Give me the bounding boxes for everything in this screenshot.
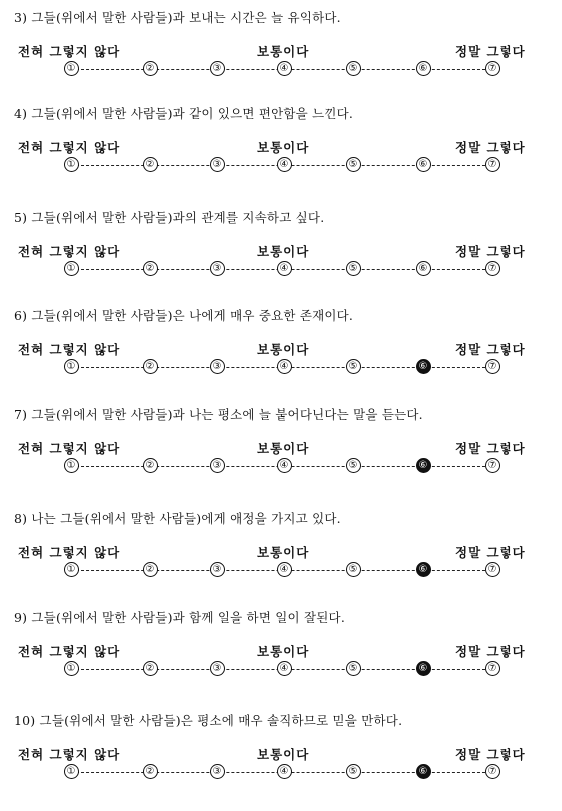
scale-option-3[interactable]: ③: [210, 764, 225, 779]
scale-option-2[interactable]: ②: [143, 562, 158, 577]
question-item-8: [0, 711, 562, 811]
likert-scale: [63, 155, 503, 175]
scale-option-1[interactable]: ①: [64, 764, 79, 779]
question-text: 4) 그들(위에서 말한 사람들)과 같이 있으면 편안함을 느낀다.: [14, 106, 354, 121]
scale-option-7[interactable]: ⑦: [485, 764, 500, 779]
scale-option-3[interactable]: ③: [210, 157, 225, 172]
question-item-1: [0, 8, 562, 108]
scale-label-high: 정말 그렇다: [455, 140, 526, 155]
question-text: 3) 그들(위에서 말한 사람들)과 보내는 시간은 늘 유익하다.: [14, 10, 341, 25]
scale-label-mid: 보통이다: [257, 545, 310, 560]
scale-label-low: 전혀 그렇지 않다: [18, 644, 121, 659]
scale-option-1[interactable]: ①: [64, 157, 79, 172]
scale-option-4[interactable]: ④: [277, 359, 292, 374]
scale-option-3[interactable]: ③: [210, 61, 225, 76]
scale-option-2[interactable]: ②: [143, 661, 158, 676]
scale-option-7[interactable]: ⑦: [485, 458, 500, 473]
scale-option-4[interactable]: ④: [277, 61, 292, 76]
scale-option-2[interactable]: ②: [143, 458, 158, 473]
scale-option-3[interactable]: ③: [210, 458, 225, 473]
scale-option-5[interactable]: ⑤: [346, 157, 361, 172]
scale-label-high: 정말 그렇다: [455, 545, 526, 560]
scale-label-low: 전혀 그렇지 않다: [18, 747, 121, 762]
scale-label-low: 전혀 그렇지 않다: [18, 140, 121, 155]
scale-option-7[interactable]: ⑦: [485, 562, 500, 577]
scale-label-mid: 보통이다: [257, 747, 310, 762]
scale-label-mid: 보통이다: [257, 441, 310, 456]
scale-label-high: 정말 그렇다: [455, 747, 526, 762]
scale-option-7[interactable]: ⑦: [485, 157, 500, 172]
scale-option-5[interactable]: ⑤: [346, 661, 361, 676]
question-item-7: [0, 608, 562, 708]
scale-option-4[interactable]: ④: [277, 458, 292, 473]
scale-option-2[interactable]: ②: [143, 261, 158, 276]
scale-option-7[interactable]: ⑦: [485, 359, 500, 374]
scale-option-1[interactable]: ①: [64, 661, 79, 676]
scale-option-3[interactable]: ③: [210, 359, 225, 374]
scale-option-1[interactable]: ①: [64, 458, 79, 473]
scale-option-7[interactable]: ⑦: [485, 261, 500, 276]
scale-option-4[interactable]: ④: [277, 261, 292, 276]
likert-scale: [63, 259, 503, 279]
question-item-2: [0, 104, 562, 204]
scale-label-high: 정말 그렇다: [455, 441, 526, 456]
question-text: 6) 그들(위에서 말한 사람들)은 나에게 매우 중요한 존재이다.: [14, 308, 354, 323]
question-text: 9) 그들(위에서 말한 사람들)과 함께 일을 하면 일이 잘된다.: [14, 610, 345, 625]
scale-label-high: 정말 그렇다: [455, 244, 526, 259]
scale-label-high: 정말 그렇다: [455, 342, 526, 357]
scale-label-high: 정말 그렇다: [455, 644, 526, 659]
scale-option-6[interactable]: ⑥: [416, 157, 431, 172]
likert-scale: [63, 659, 503, 679]
question-item-5: [0, 405, 562, 505]
scale-label-mid: 보통이다: [257, 644, 310, 659]
scale-label-low: 전혀 그렇지 않다: [18, 342, 121, 357]
scale-option-1[interactable]: ①: [64, 261, 79, 276]
scale-option-5[interactable]: ⑤: [346, 764, 361, 779]
scale-option-6[interactable]: ⑥: [416, 661, 431, 676]
scale-label-high: 정말 그렇다: [455, 44, 526, 59]
question-item-4: [0, 306, 562, 406]
scale-option-3[interactable]: ③: [210, 261, 225, 276]
scale-option-5[interactable]: ⑤: [346, 458, 361, 473]
scale-label-low: 전혀 그렇지 않다: [18, 44, 121, 59]
scale-option-7[interactable]: ⑦: [485, 661, 500, 676]
likert-scale: [63, 357, 503, 377]
question-text: 8) 나는 그들(위에서 말한 사람들)에게 애정을 가지고 있다.: [14, 511, 341, 526]
scale-option-5[interactable]: ⑤: [346, 359, 361, 374]
scale-option-6[interactable]: ⑥: [416, 764, 431, 779]
scale-option-6[interactable]: ⑥: [416, 261, 431, 276]
scale-label-mid: 보통이다: [257, 140, 310, 155]
scale-option-2[interactable]: ②: [143, 359, 158, 374]
scale-option-3[interactable]: ③: [210, 562, 225, 577]
likert-scale: [63, 59, 503, 79]
scale-option-4[interactable]: ④: [277, 661, 292, 676]
question-item-3: [0, 208, 562, 308]
scale-option-4[interactable]: ④: [277, 562, 292, 577]
likert-scale: [63, 762, 503, 782]
scale-option-7[interactable]: ⑦: [485, 61, 500, 76]
scale-label-low: 전혀 그렇지 않다: [18, 441, 121, 456]
likert-scale: [63, 560, 503, 580]
scale-option-6[interactable]: ⑥: [416, 61, 431, 76]
scale-label-mid: 보통이다: [257, 244, 310, 259]
scale-option-5[interactable]: ⑤: [346, 61, 361, 76]
scale-option-6[interactable]: ⑥: [416, 562, 431, 577]
scale-option-2[interactable]: ②: [143, 61, 158, 76]
scale-label-mid: 보통이다: [257, 44, 310, 59]
scale-option-1[interactable]: ①: [64, 562, 79, 577]
scale-option-6[interactable]: ⑥: [416, 458, 431, 473]
scale-option-6[interactable]: ⑥: [416, 359, 431, 374]
scale-label-low: 전혀 그렇지 않다: [18, 244, 121, 259]
question-text: 7) 그들(위에서 말한 사람들)과 나는 평소에 늘 붙어다닌다는 말을 듣는다.: [14, 407, 423, 422]
scale-option-1[interactable]: ①: [64, 61, 79, 76]
scale-label-mid: 보통이다: [257, 342, 310, 357]
likert-scale: [63, 456, 503, 476]
scale-option-5[interactable]: ⑤: [346, 261, 361, 276]
scale-label-low: 전혀 그렇지 않다: [18, 545, 121, 560]
scale-option-2[interactable]: ②: [143, 157, 158, 172]
scale-option-2[interactable]: ②: [143, 764, 158, 779]
question-item-6: [0, 509, 562, 609]
scale-option-1[interactable]: ①: [64, 359, 79, 374]
scale-option-3[interactable]: ③: [210, 661, 225, 676]
scale-option-4[interactable]: ④: [277, 764, 292, 779]
question-text: 10) 그들(위에서 말한 사람들)은 평소에 매우 솔직하므로 믿을 만하다.: [14, 713, 403, 728]
scale-option-4[interactable]: ④: [277, 157, 292, 172]
question-text: 5) 그들(위에서 말한 사람들)과의 관계를 지속하고 싶다.: [14, 210, 325, 225]
scale-option-5[interactable]: ⑤: [346, 562, 361, 577]
